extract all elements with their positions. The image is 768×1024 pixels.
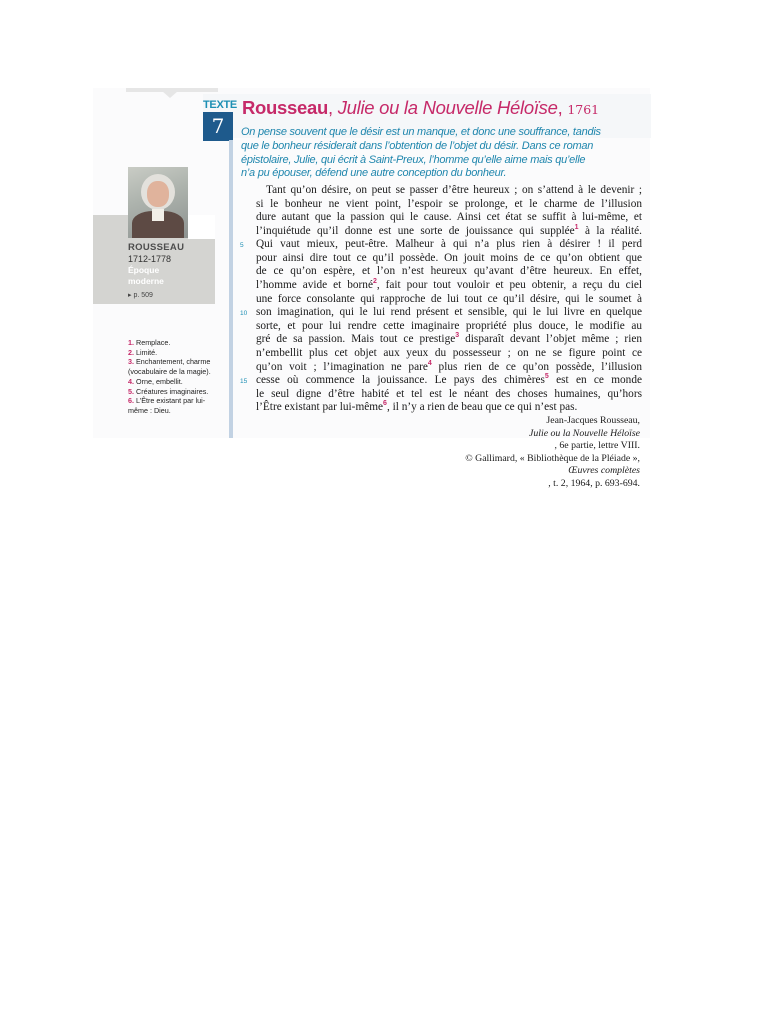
text-line: 15 cesse où commence la jouissance. Le pays des chimères$^5$ est en ce monde [256,374,642,388]
text-line: l’inquiétude qu’il donne est une sorte de jouissance qui supplée$^1$ à la réalité. [256,223,643,237]
footnote: 5. Créatures imaginaires. [128,386,209,396]
author-name: ROUSSEAU [128,242,185,253]
title-year: 1761 [567,102,600,117]
line-number: 10 [240,310,248,318]
intro-line: On pense souvent que le désir est un manque, et donc une souffrance, tandis [241,126,601,138]
text-line: pour ainsi dire tout ce qu’il possède. On jouit moins de ce qu’on obtient que [256,251,642,264]
text-line: dure autant que la passion qui le cause. Ainsi cet état se suffit à lui-même, et [256,211,642,224]
page-title [242,96,662,122]
text-line: 5 Qui vaut mieux, peut-être. Malheur à qui n’a plus rien à désirer ! il perd [256,238,642,252]
text-line: qu’on voit ; l’imagination ne pare$^4$ plus rien de ce qu’on possède, l’illusion [256,359,642,373]
text-line: une force consolante qui rapproche de lui tout ce qu’il désire, qui le soumet à [256,292,642,305]
footnote: 1. Remplace. [128,338,171,347]
title-author: Rousseau [242,97,329,118]
text-line: le seul digne d’être habité et tel est le néant des choses humaines, qu’hors [256,387,642,400]
intro-line: que le bonheur résiderait dans l’obtention de l’objet du désir. Dans ce roman [241,139,594,152]
author-page-ref-link[interactable]: ▸ p. 509 [128,292,153,299]
footnote: 3. Enchantement, charme (vocabulaire de la magie). [128,357,211,377]
footnote-ref: 6 [383,400,387,408]
text-line: l’homme avide et borné$^2$, fait pour tout vouloir et peu obtenir, a reçu du ciel [256,278,642,292]
line-number: 15 [240,378,248,386]
title-comma: , [557,97,563,118]
text-label: TEXTE [203,99,237,111]
text-vertical-rule [229,140,233,438]
intro-line: n’a pu épouser, défend une autre conception du bonheur. [241,167,507,180]
rousseau-portrait [128,167,188,238]
text-line: n’embellit plus cet objet aux yeux du possesseur ; on ne se figure point ce [256,346,642,359]
text-line: gré de sa passion. Mais tout ce prestige$^3$ disparaît devant l’objet même ; rien [256,332,642,346]
intro-line: épistolaire, Julie, qui écrit à Saint-Preux, l’homme qu’elle aime mais qu’elle [241,153,586,166]
footnote-ref: 4 [427,359,432,367]
top-notch-triangle [162,91,178,98]
footnotes [128,338,224,416]
excerpt-text [240,184,643,415]
footnote: 2. Limité. [128,347,158,357]
author-dates: 1712-1778 [128,254,172,264]
text-line: sorte, et pour lui rendre cette imaginaire propriété plus douce, le modifie au [256,319,642,332]
author-panel-notch [188,215,215,239]
footnote-ref: 5 [544,373,549,381]
text-line: Tant qu’on désire, on peut se passer d’être heureux ; on s’attend à le devenir ; [266,184,642,196]
text-line: 10 son imagination, qui le lui rend présent et sensible, qui le lui livre en quelque [256,306,642,320]
source-line: © Gallimard, « Bibliothèque de la Pléiade », Œuvres complètes , t. 2, 1964, p. 693-694. [465,452,640,489]
text-line: de ce qu’on espère, et l’on n’est heureux qu’avant d’être heureux. En effet, [256,265,642,278]
source-citation [262,415,640,490]
text-line: si le bonheur ne vient point, l’espoir se prolonge, et le charme de l’illusion [256,197,642,210]
footnote-ref: 2 [372,278,377,286]
footnote-ref: 1 [574,223,579,231]
portrait-face [147,181,169,207]
intro-paragraph [241,126,647,181]
source-line: Jean-Jacques Rousseau, Julie ou la Nouvelle Héloïse , 6e partie, lettre VIII. [529,415,640,451]
title-work: Julie ou la Nouvelle Héloïse [337,97,558,118]
text-number-badge: 7 [203,112,233,141]
title-separator: , [328,97,338,118]
footnote: 4. Orne, embellit. [128,376,183,386]
footnote-ref: 3 [455,332,460,340]
line-number: 5 [240,242,244,250]
portrait-collar [152,209,164,221]
author-epoch: Époque moderne [128,265,164,286]
text-line: l’Être existant par lui-même$^6$, il n’y a rien de beau que ce qui n’est pas. [256,400,578,414]
footnote: 6. L’Être existant par lui-même : Dieu. [128,396,206,415]
